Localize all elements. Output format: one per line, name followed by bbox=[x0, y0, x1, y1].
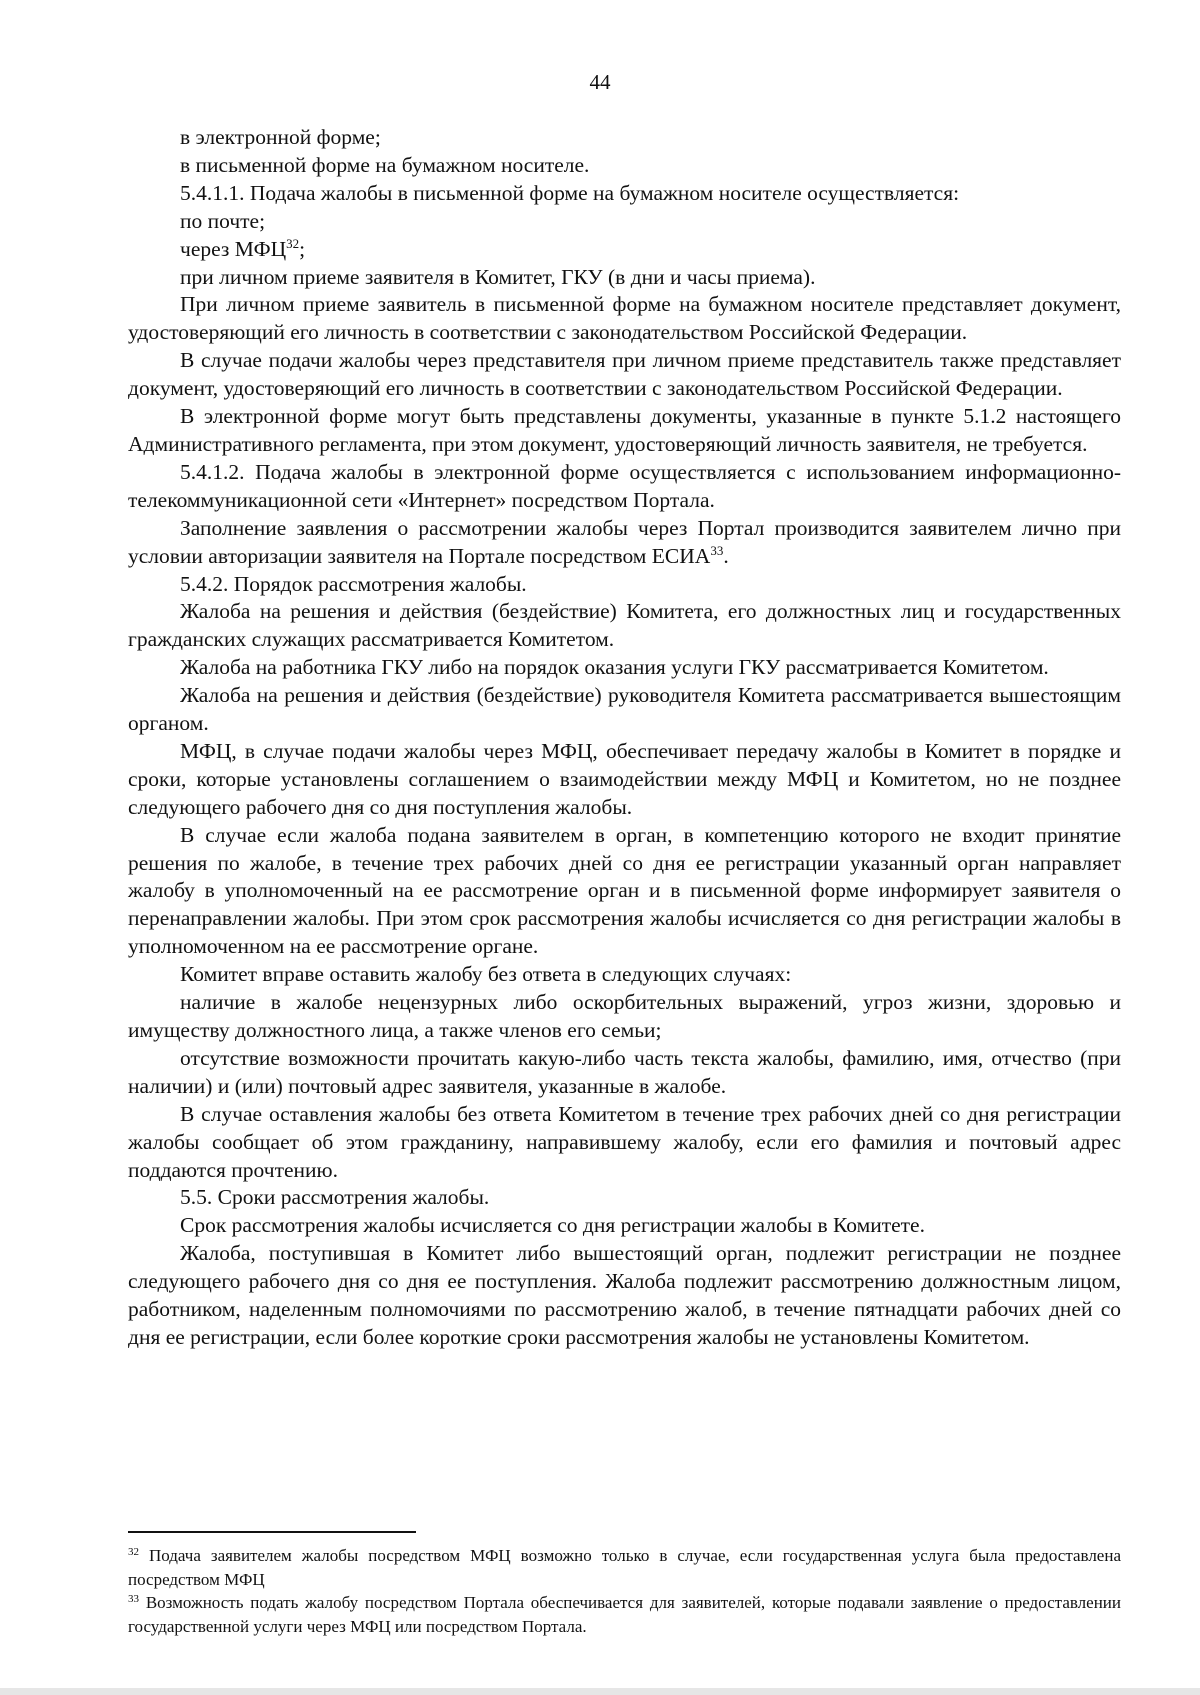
paragraph: Жалоба, поступившая в Комитет либо вышестоящий орган, подлежит регистрации не позднее следующего рабочего дня со дня ее поступления. Жалоба подлежит рассмотрению должностным лицом, работником, наделенным полномочиями по рассмотрению жалоб, в течение пятнадцати рабочих дней со дня ее регистрации, если более короткие сроки рассмотрения жалобы не установлены Комитетом. bbox=[128, 1241, 1121, 1349]
paragraph: В случае если жалоба подана заявителем в орган, в компетенцию которого не входит принятие решения по жалобе, в течение трех рабочих дней со дня ее регистрации указанный орган направляет жалобу в уполномоченный на ее рассмотрение орган и в письменной форме информирует заявителя о перенаправлении жалобы. При этом срок рассмотрения жалобы исчисляется со дня регистрации жалобы в уполномоченном на ее рассмотрение органе. bbox=[128, 822, 1121, 959]
body-text bbox=[128, 124, 1121, 1352]
paragraph: Жалоба на работника ГКУ либо на порядок оказания услуги ГКУ рассматривается Комитетом. bbox=[180, 655, 1049, 680]
paragraph: Заполнение заявления о рассмотрении жалобы через Портал производится заявителем лично при условии авторизации заявителя на Портале посредством ЕСИА$^{33}$. bbox=[128, 515, 1121, 568]
footnote-divider bbox=[128, 1531, 416, 1533]
paragraph: При личном приеме заявитель в письменной форме на бумажном носителе представляет документ, удостоверяющий его личность в соответствии с законодательством Российской Федерации. bbox=[128, 292, 1121, 345]
paragraph: по почте; bbox=[180, 208, 266, 233]
paragraph: В электронной форме могут быть представлены документы, указанные в пункте 5.1.2 настоящего Административного регламента, при этом документ, удостоверяющий личность заявителя, не требуется. bbox=[128, 404, 1121, 456]
paragraph: В случае подачи жалобы через представителя при личном приеме представитель также представляет документ, удостоверяющий его личность в соответствии с законодательством Российской Федерации. bbox=[128, 348, 1121, 401]
footnotes bbox=[128, 1544, 1121, 1638]
paragraph: Жалоба на решения и действия (бездействие) Комитета, его должностных лиц и государственных гражданских служащих рассматривается Комитетом. bbox=[128, 599, 1121, 652]
paragraph: при личном приеме заявителя в Комитет, ГКУ (в дни и часы приема). bbox=[180, 264, 816, 289]
footnote-number: 32 bbox=[128, 1546, 139, 1558]
paragraph: Комитет вправе оставить жалобу без ответа в следующих случаях: bbox=[180, 962, 792, 987]
footnote: $^{32}$ Подача заявителем жалобы посредством МФЦ возможно только в случае, если государственная услуга была предоставлена посредством МФЦ bbox=[128, 1546, 1121, 1589]
scan-edge bbox=[0, 1688, 1200, 1695]
paragraph: 5.5. Сроки рассмотрения жалобы. bbox=[180, 1185, 490, 1210]
paragraph: В случае оставления жалобы без ответа Комитетом в течение трех рабочих дней со дня регистрации жалобы сообщает об этом гражданину, направившему жалобу, если его фамилия и почтовый адрес поддаются прочтению. bbox=[128, 1101, 1121, 1182]
paragraph: наличие в жалобе нецензурных либо оскорбительных выражений, угроз жизни, здоровью и имуществу должностного лица, а также членов его семьи; bbox=[128, 990, 1121, 1042]
paragraph: Срок рассмотрения жалобы исчисляется со дня регистрации жалобы в Комитете. bbox=[180, 1213, 925, 1238]
paragraph: МФЦ, в случае подачи жалобы через МФЦ, обеспечивает передачу жалобы в Комитет в порядке и сроки, которые установлены соглашением о взаимодействии между МФЦ и Комитетом, но не позднее следующего рабочего дня со дня поступления жалобы. bbox=[128, 738, 1121, 819]
paragraph: через МФЦ$^{32}$; bbox=[180, 235, 306, 261]
page-number: 44 bbox=[589, 70, 611, 94]
paragraph: в электронной форме; bbox=[180, 125, 381, 149]
paragraph: 5.4.1.2. Подача жалобы в электронной форме осуществляется с использованием информационно-телекоммуникационной сети «Интернет» посредством Портала. bbox=[128, 459, 1121, 512]
paragraph: 5.4.1.1. Подача жалобы в письменной форме на бумажном носителе осуществляется: bbox=[180, 180, 960, 205]
footnote-ref: 32 bbox=[286, 235, 300, 251]
footnote-number: 33 bbox=[128, 1593, 139, 1605]
paragraph: Жалоба на решения и действия (бездействие) руководителя Комитета рассматривается вышестоящим органом. bbox=[128, 683, 1121, 736]
footnote-ref: 33 bbox=[710, 542, 724, 558]
paragraph: отсутствие возможности прочитать какую-либо часть текста жалобы, фамилию, имя, отчество (при наличии) и (или) почтовый адрес заявителя, указанные в жалобе. bbox=[128, 1045, 1121, 1098]
paragraph: 5.4.2. Порядок рассмотрения жалобы. bbox=[180, 571, 527, 596]
paragraph: в письменной форме на бумажном носителе. bbox=[180, 152, 590, 177]
footnote: $^{33}$ Возможность подать жалобу посредством Портала обеспечивается для заявителей, которые подавали заявление о предоставлении государственной услуги через МФЦ или посредством Портала. bbox=[128, 1593, 1121, 1636]
